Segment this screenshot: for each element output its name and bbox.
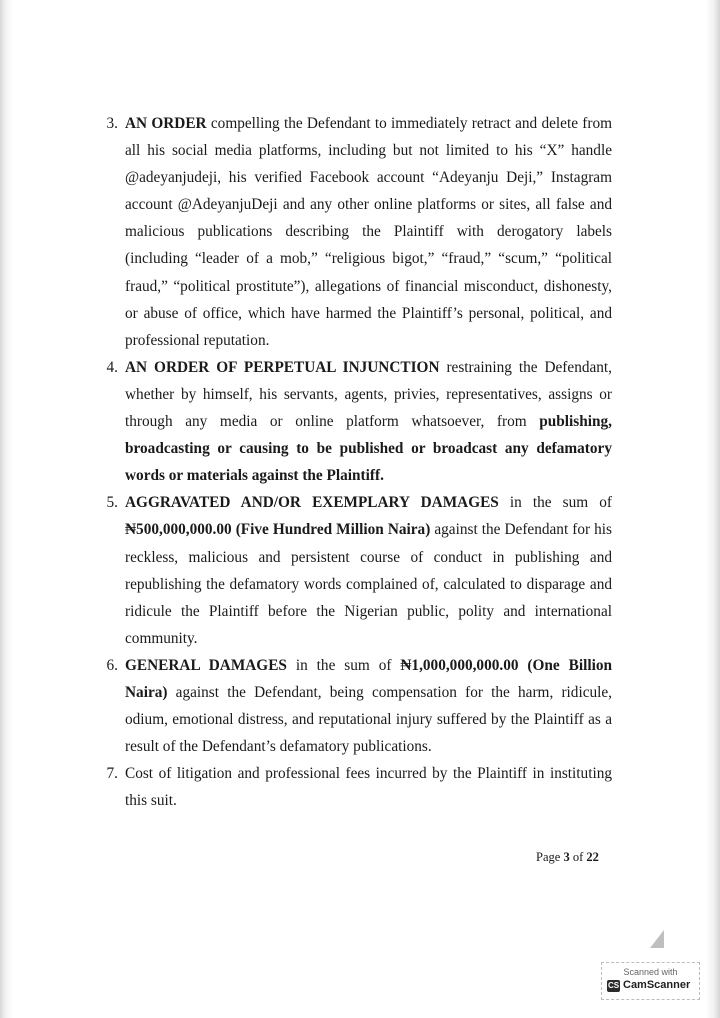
page-current: 3 [563, 850, 570, 864]
item-amount: ₦1,000,000,000.00 (One Billion Naira) [125, 656, 612, 701]
stamp-caption: Scanned with [623, 967, 678, 977]
item-lead: GENERAL DAMAGES [125, 656, 287, 674]
list-item [92, 760, 612, 814]
camscanner-logo-icon: CS [607, 981, 620, 990]
item-tail-bold: publishing, broadcasting or causing to be published or broadcast any defamatory words or materials against the Plaintiff. [125, 413, 612, 485]
item-text: against the Defendant, being compensation for the harm, ridicule, odium, emotional distress, and reputational injury suffered by the Plaintiff as a result of the Defendant’s defamatory publications. [125, 683, 612, 756]
item-text: compelling the Defendant to immediately retract and delete from all his social media platforms, including but not limited to his “X” handle @adeyanjudeji, his verified Facebook account “Adeyanju Deji,” Instagram account @AdeyanjuDeji and any other online platforms or sites, all false and malicious publications describing the Plaintiff with derogatory labels (including “leader of a mob,” “religious bigot,” “fraud,” “scum,” “political fraud,” “political prostitute”), allegations of financial misconduct, dishonesty, or abuse of office, which have harmed the Plaintiff’s personal, political, and professional reputation. [125, 115, 612, 349]
stamp-brand: CamScanner [623, 979, 691, 991]
item-number: 3. [106, 115, 118, 132]
item-number: 6. [106, 656, 118, 674]
list-item [92, 110, 612, 354]
item-lead: AN ORDER OF PERPETUAL INJUNCTION [125, 358, 440, 376]
list-item [92, 354, 612, 489]
list-item [92, 489, 612, 652]
relief-list [92, 110, 612, 814]
page-total: 22 [586, 850, 599, 864]
page-prefix: Page [536, 850, 564, 864]
item-mid: in the sum of [286, 656, 401, 674]
item-text: against the Defendant for his reckless, malicious and persistent course of conduct in publishing and republishing the defamatory words complained of, calculated to disparage and ridicule the Plaintiff before the Nigerian public, polity and international community. [125, 521, 612, 647]
item-number: 7. [106, 765, 118, 783]
list-item [92, 652, 612, 760]
item-lead: AN ORDER [125, 115, 207, 132]
camscanner-watermark [601, 962, 700, 1000]
page-number [536, 850, 599, 865]
item-text: Cost of litigation and professional fees incurred by the Plaintiff in instituting this suit. [125, 765, 612, 810]
item-mid: in the sum of [498, 494, 612, 512]
item-lead: AGGRAVATED AND/OR EXEMPLARY DAMAGES [125, 494, 499, 512]
item-text: restraining the Defendant, whether by himself, his servants, agents, privies, representatives, assigns or through any media or online platform whatsoever, from [125, 358, 613, 431]
item-number: 5. [106, 494, 118, 512]
page-fold-mark [648, 928, 666, 950]
item-number: 4. [106, 358, 118, 376]
page-of: of [569, 850, 587, 864]
item-amount: ₦500,000,000.00 (Five Hundred Million Naira) [125, 521, 431, 539]
